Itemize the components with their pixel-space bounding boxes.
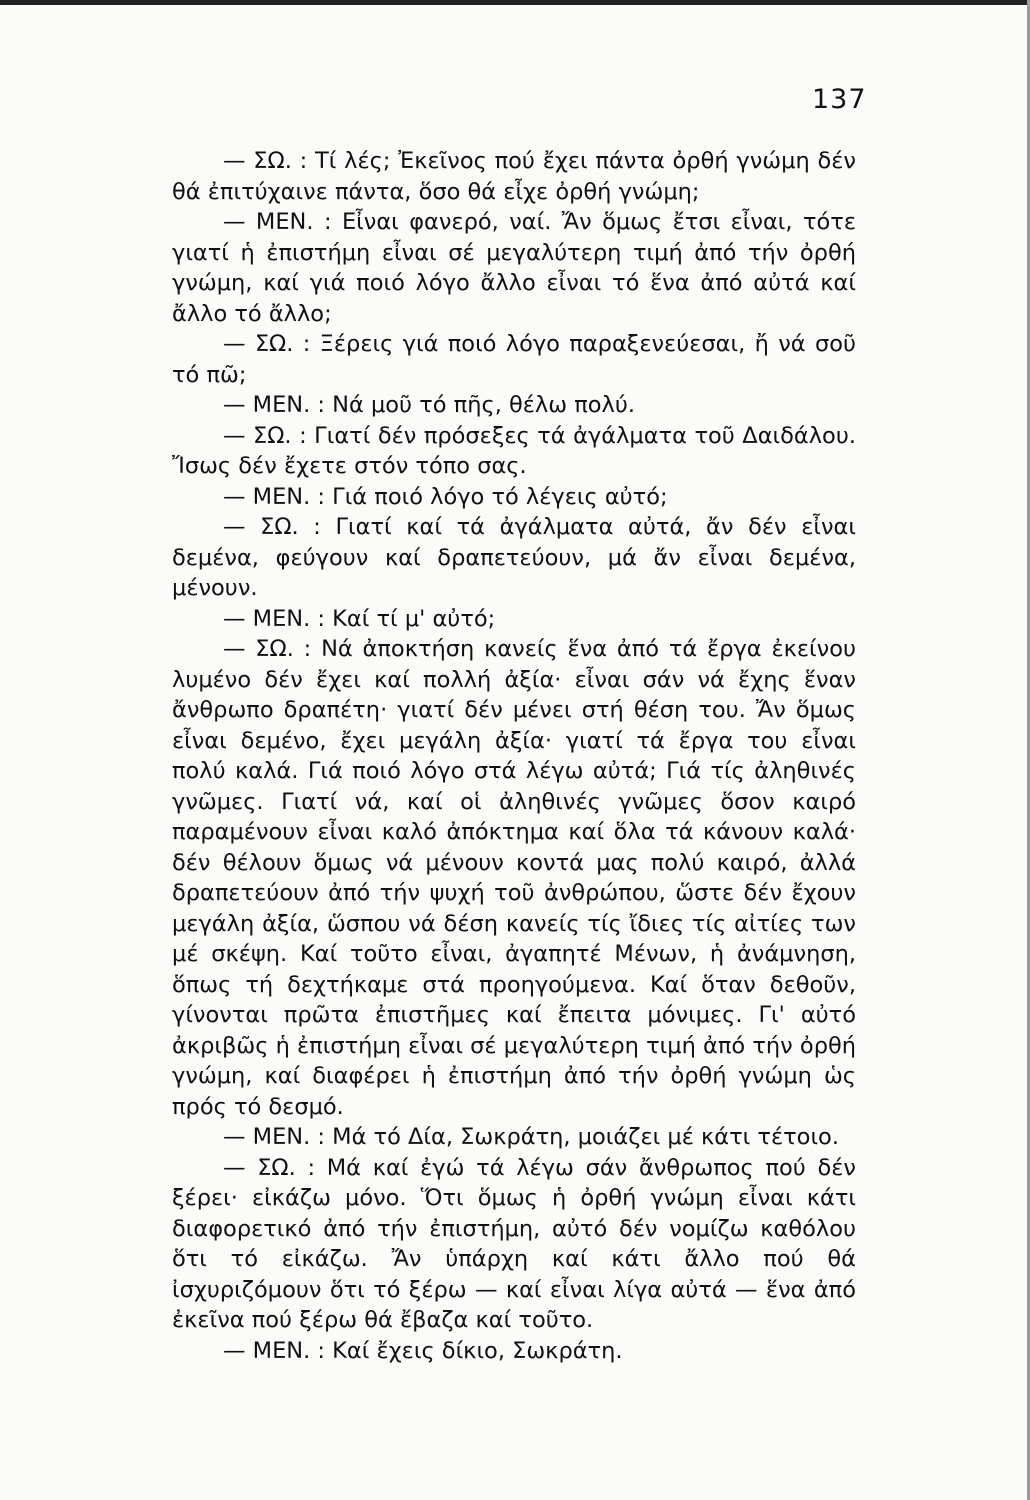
dialogue-paragraph-3 <box>172 329 856 390</box>
dialogue-paragraph-2 <box>172 207 856 329</box>
speaker-label: — ΣΩ. : <box>223 148 316 174</box>
paragraph-text: Μά καί ἐγώ τά λέγω σάν ἄνθρωπος πού δέν ξέρει· εἰκάζω μόνο. Ὅτι ὅμως ἡ ὀρθή γνώμη εἶναι κάτι διαφορετικό ἀπό τήν ἐπιστήμη, αὐτό δέν νομίζω καθόλου ὅτι τό εἰκάζω. Ἄν ὑπάρχη καί κάτι ἄλλο πού θά ἰσχυριζόμουν ὅτι τό ξέρω — καί εἶναι λίγα αὐτά — ἕνα ἀπό ἐκεῖνα πού ξέρω θά ἔβαζα καί τοῦτο. <box>172 1154 856 1333</box>
paragraph-text: Εἶναι φανερό, ναί. Ἄν ὅμως ἔτσι εἶναι, τότε γιατί ἡ ἐπιστήμη εἶναι σέ μεγαλύτερη τιμή ἀπό τήν ὀρθή γνώμη, καί γιά ποιό λόγο ἄλλο εἶναι τό ἕνα ἀπό αὐτά καί ἄλλο τό ἄλλο; <box>172 209 856 327</box>
speaker-label: — ΣΩ. : <box>223 422 315 449</box>
dialogue-paragraph-1 <box>172 146 856 207</box>
dialogue-paragraph-5 <box>172 421 856 482</box>
paragraph-text: Γιά ποιό λόγο τό λέγεις αὐτό; <box>332 483 668 510</box>
speaker-label: — ΣΩ. : <box>223 514 336 540</box>
speaker-label: — ΣΩ. : <box>223 636 322 662</box>
paragraph-text: Ξέρεις γιά ποιό λόγο παραξενεύεσαι, ἤ νά σοῦ τό πῶ; <box>172 331 856 388</box>
speaker-label: — ΣΩ. : <box>223 1154 327 1181</box>
dialogue-paragraph-12 <box>172 1336 856 1367</box>
speaker-label: — ΜΕΝ. : <box>223 392 333 418</box>
speaker-label: — ΜΕΝ. : <box>223 605 333 632</box>
speaker-label: — ΜΕΝ. : <box>223 483 333 510</box>
dialogue-paragraph-8 <box>172 604 856 635</box>
dialogue-text <box>172 146 856 1366</box>
speaker-label: — ΜΕΝ. : <box>223 1124 333 1150</box>
paragraph-text: Καί ἔχεις δίκιο, Σωκράτη. <box>332 1337 623 1364</box>
paragraph-text: Μά τό Δία, Σωκράτη, μοιάζει μέ κάτι τέτοιο. <box>332 1124 839 1150</box>
paragraph-text: Γιατί καί τά ἀγάλματα αὐτά, ἄν δέν εἶναι δεμένα, φεύγουν καί δραπετεύουν, μά ἄν εἶναι δεμένα, μένουν. <box>172 514 856 601</box>
dialogue-paragraph-11 <box>172 1153 856 1336</box>
scan-top-edge <box>0 0 1030 5</box>
speaker-label: — ΜΕΝ. : <box>223 209 342 235</box>
speaker-label: — ΣΩ. : <box>223 331 320 357</box>
paragraph-text: Νά μοῦ τό πῆς, θέλω πολύ. <box>332 392 636 418</box>
dialogue-paragraph-4 <box>172 390 856 421</box>
paragraph-text: Καί τί μ' αὐτό; <box>332 605 496 632</box>
dialogue-paragraph-7 <box>172 512 856 604</box>
dialogue-paragraph-10 <box>172 1122 856 1153</box>
page-number: 137 <box>812 84 867 115</box>
speaker-label: — ΜΕΝ. : <box>223 1337 333 1364</box>
dialogue-paragraph-9 <box>172 634 856 1122</box>
dialogue-paragraph-6 <box>172 482 856 513</box>
paragraph-text: Τί λές; Ἐκεῖνος πού ἔχει πάντα ὀρθή γνώμη δέν θά ἐπιτύχαινε πάντα, ὅσο θά εἶχε ὀρθή γνώμη; <box>172 148 856 205</box>
paragraph-text: Νά ἀποκτήση κανείς ἕνα ἀπό τά ἔργα ἐκείνου λυμένο δέν ἔχει καί πολλή ἀξία· εἶναι σάν νά ἔχης ἕναν ἄνθρωπο δραπέτη· γιατί δέν μένει στή θέση του. Ἄν ὅμως εἶναι δεμένο, ἔχει μεγάλη ἀξία· γιατί τά ἔργα του εἶναι πολύ καλά. Γιά ποιό λόγο στά λέγω αὐτά; Γιά τίς ἀληθινές γνῶμες. Γιατί νά, καί οἱ ἀληθινές γνῶμες ὅσον καιρό παραμένουν εἶναι καλό ἀπόκτημα καί ὅλα τά κάνουν καλά· δέν θέλουν ὅμως νά μένουν κοντά μας πολύ καιρό, ἀλλά δραπετεύουν ἀπό τήν ψυχή τοῦ ἀνθρώπου, ὥστε δέν ἔχουν μεγάλη ἀξία, ὥσπου νά δέση κανείς τίς ἴδιες τίς αἰτίες των μέ σκέψη. Καί τοῦτο εἶναι, ἀγαπητέ Μένων, ἡ ἀνάμνηση, ὅπως τή δεχτήκαμε στά προηγούμενα. Καί ὅταν δεθοῦν, γίνονται πρῶτα ἐπιστῆμες καί ἔπειτα μόνιμες. Γι' αὐτό ἀκριβῶς ἡ ἐπιστήμη εἶναι σέ μεγαλύτερη τιμή ἀπό τήν ὀρθή γνώμη, καί διαφέρει ἡ ἐπιστήμη ἀπό τήν ὀρθή γνώμη ὡς πρός τό δεσμό. <box>172 636 856 1120</box>
paragraph-text: Γιατί δέν πρόσεξες τά ἀγάλματα τοῦ Δαιδάλου. Ἴσως δέν ἔχετε στόν τόπο σας. <box>172 422 856 479</box>
